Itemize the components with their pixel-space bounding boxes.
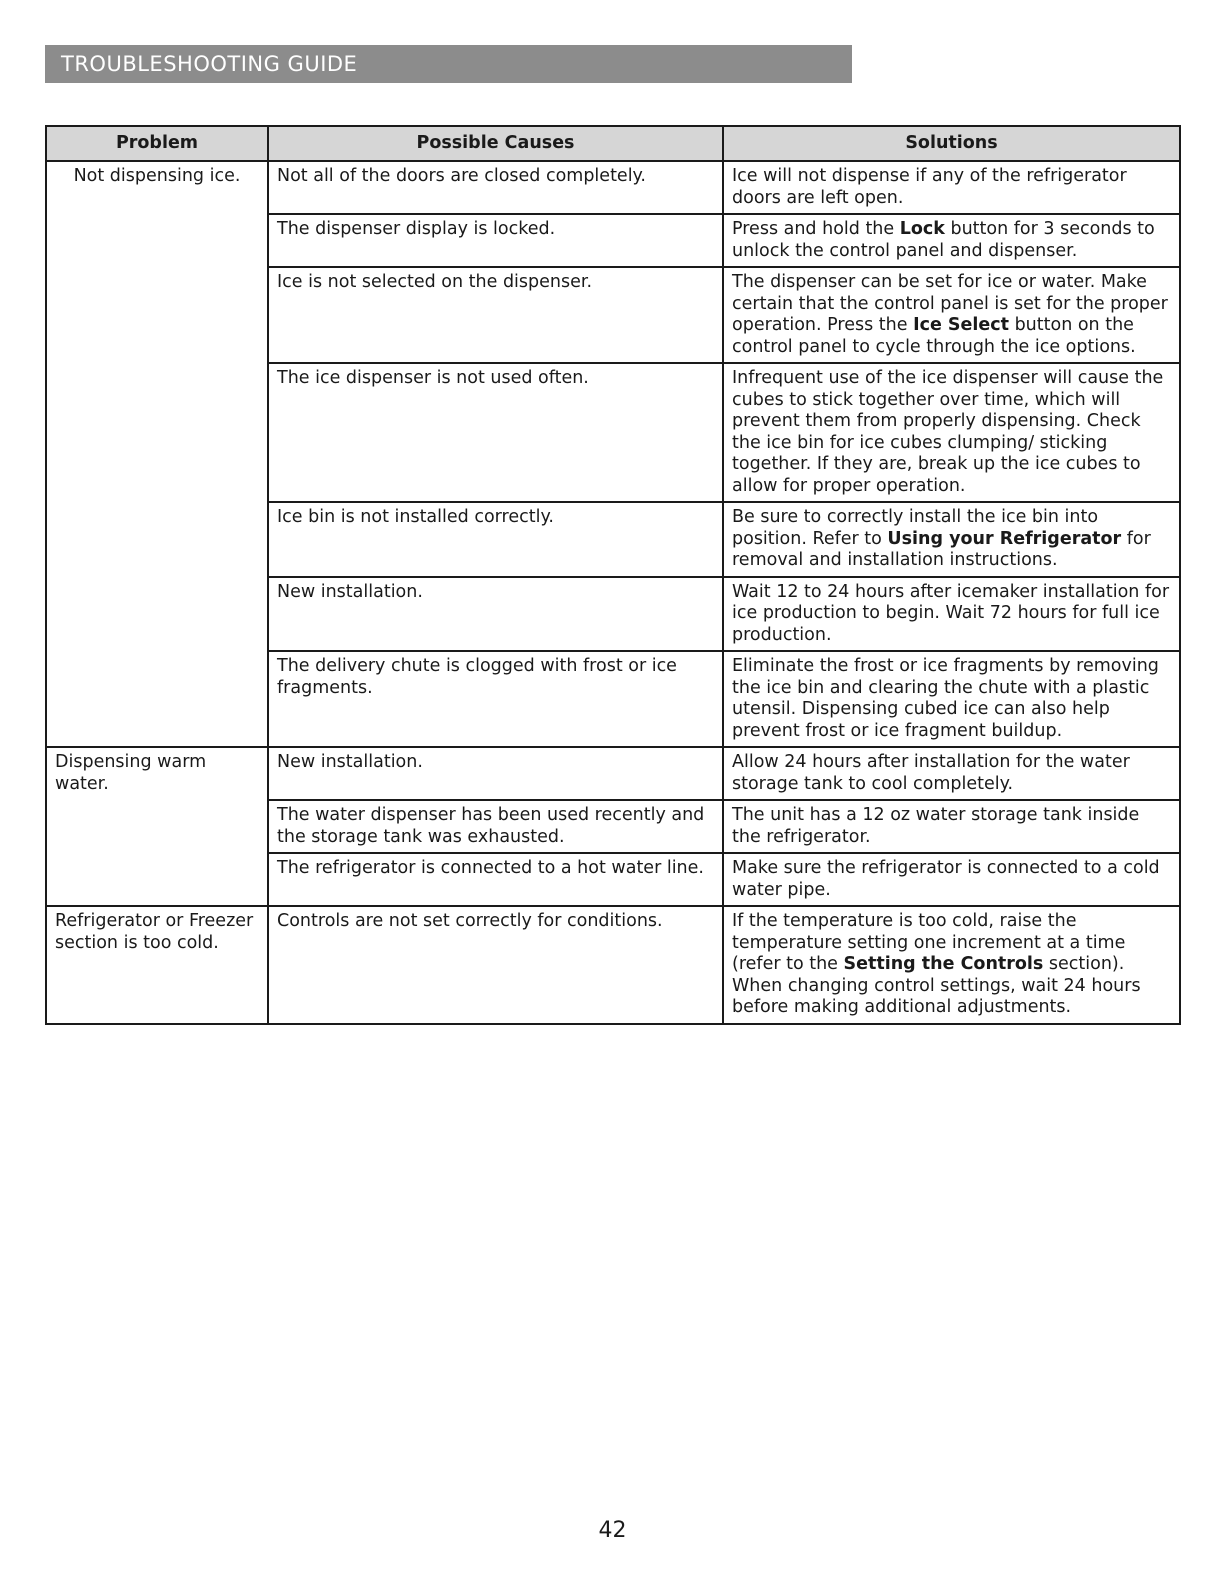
cause-cell: New installation. (268, 577, 723, 652)
solution-cell (723, 747, 1180, 800)
banner-title: TROUBLESHOOTING GUIDE (61, 52, 358, 76)
header-possible-causes: Possible Causes (268, 126, 723, 161)
troubleshooting-table (45, 125, 1181, 1025)
cause-cell: The delivery chute is clogged with frost or ice fragments. (268, 651, 723, 747)
solution-emphasis: Lock (899, 219, 945, 239)
solution-emphasis: Ice Select (913, 315, 1009, 335)
solution-cell (723, 161, 1180, 214)
cause-cell: The water dispenser has been used recently and the storage tank was exhausted. (268, 800, 723, 853)
solution-cell (723, 267, 1180, 363)
solution-text: Allow 24 hours after installation for the water storage tank to cool completely. (732, 752, 1130, 794)
solution-cell (723, 906, 1180, 1024)
solution-text: button for 3 seconds to unlock the control panel and dispenser. (732, 219, 1155, 261)
solution-text: button on the control panel to cycle through the ice options. (732, 315, 1136, 357)
table-body (46, 161, 1180, 1024)
solution-text: If the temperature is too cold, raise the temperature setting one increment at a time (refer to the (732, 911, 1126, 974)
solution-cell (723, 363, 1180, 502)
solution-text: Be sure to correctly install the ice bin into position. Refer to (732, 507, 1099, 549)
solution-emphasis: Setting the Controls (843, 954, 1044, 974)
solution-cell (723, 577, 1180, 652)
cause-cell: New installation. (268, 747, 723, 800)
problem-cell: Refrigerator or Freezer section is too cold. (46, 906, 268, 1024)
cause-cell: Controls are not set correctly for conditions. (268, 906, 723, 1024)
solution-text: Wait 12 to 24 hours after icemaker installation for ice production to begin. Wait 72 hours for full ice production. (732, 581, 1170, 645)
solution-cell (723, 800, 1180, 853)
section-banner (45, 45, 852, 83)
solution-text: The unit has a 12 oz water storage tank inside the refrigerator. (732, 805, 1140, 847)
header-problem: Problem (46, 126, 268, 161)
problem-cell: Not dispensing ice. (46, 161, 268, 747)
table-row (46, 906, 1180, 1024)
solution-cell (723, 651, 1180, 747)
solution-text: Make sure the refrigerator is connected to a cold water pipe. (732, 858, 1160, 900)
cause-cell: Ice bin is not installed correctly. (268, 502, 723, 577)
solution-cell (723, 214, 1180, 267)
solution-emphasis: Using your Refrigerator (887, 528, 1122, 549)
cause-cell: Not all of the doors are closed completely. (268, 161, 723, 214)
cause-cell: The ice dispenser is not used often. (268, 363, 723, 502)
page-number: 42 (598, 1518, 627, 1543)
solution-cell (723, 502, 1180, 577)
solution-cell (723, 853, 1180, 906)
cause-cell: The refrigerator is connected to a hot water line. (268, 853, 723, 906)
cause-cell: The dispenser display is locked. (268, 214, 723, 267)
solution-text: Infrequent use of the ice dispenser will cause the cubes to stick together over time, which will prevent them from properly dispensing. Check the ice bin for ice cubes clumping/ sticking together. If they are, break up the ice cubes to allow for proper operation. (732, 368, 1164, 496)
table-header-row (46, 126, 1180, 161)
solution-text: Ice will not dispense if any of the refrigerator doors are left open. (732, 166, 1127, 208)
solution-text: The dispenser can be set for ice or water. Make certain that the control panel is set for the proper operation. Press the (732, 272, 1168, 335)
problem-cell: Dispensing warm water. (46, 747, 268, 906)
solution-text: Eliminate the frost or ice fragments by removing the ice bin and clearing the chute with a plastic utensil. Dispensing cubed ice can also help prevent frost or ice fragment buildup. (732, 656, 1159, 741)
table-row (46, 161, 1180, 214)
solution-text: section). When changing control settings, wait 24 hours before making additional adjustments. (732, 954, 1141, 1017)
header-solutions: Solutions (723, 126, 1180, 161)
table-row (46, 747, 1180, 800)
cause-cell: Ice is not selected on the dispenser. (268, 267, 723, 363)
solution-text: Press and hold the (732, 219, 900, 239)
solution-text: for removal and installation instructions. (732, 528, 1151, 570)
